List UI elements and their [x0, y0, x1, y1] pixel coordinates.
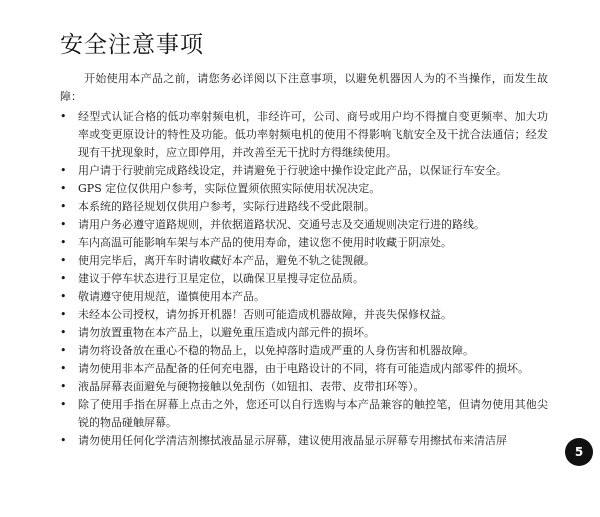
bullet-icon: • — [60, 236, 67, 249]
list-item — [60, 324, 548, 342]
list-item-text: 经型式认证合格的低功率射频电机，非经许可，公司、商号或用户均不得擅自变更频率、加大功率或变更原设计的特性及功能。低功率射频电机的使用不得影响飞航安全及干扰合法通信；经发现有干扰现象时，应立即停用，并改善至无干扰时方得继续使用。 — [78, 110, 548, 159]
page-title: 安全注意事项 — [60, 32, 204, 58]
safety-notes-list — [60, 108, 548, 450]
list-item — [60, 288, 548, 306]
list-item — [60, 432, 548, 450]
list-item — [60, 360, 548, 378]
bullet-icon: • — [60, 164, 67, 177]
bullet-icon: • — [60, 182, 67, 195]
list-item-text: 液晶屏幕表面避免与硬物接触以免刮伤（如钮扣、表带、皮带扣环等）。 — [78, 380, 425, 393]
list-item — [60, 342, 548, 360]
list-item-text: 建议于停车状态进行卫星定位，以确保卫星搜寻定位品质。 — [78, 272, 364, 285]
bullet-icon: • — [60, 326, 67, 339]
list-item — [60, 306, 548, 324]
list-item-text: GPS 定位仅供用户参考，实际位置须依照实际使用状况决定。 — [78, 182, 381, 195]
bullet-icon: • — [60, 110, 67, 123]
list-item — [60, 108, 548, 162]
list-item — [60, 180, 548, 198]
bullet-icon: • — [60, 290, 67, 303]
bullet-icon: • — [60, 308, 67, 321]
bullet-icon: • — [60, 398, 67, 411]
list-item-text: 车内高温可能影响车架与本产品的使用寿命，建议您不使用时收藏于阴凉处。 — [78, 236, 452, 249]
bullet-icon: • — [60, 344, 67, 357]
bullet-icon: • — [60, 434, 67, 447]
bullet-icon: • — [60, 218, 67, 231]
list-item — [60, 378, 548, 396]
bullet-icon: • — [60, 200, 67, 213]
list-item-text: 使用完毕后，离开车时请收藏好本产品，避免不轨之徒觊觎。 — [78, 254, 375, 267]
page-number-badge: 5 — [565, 438, 593, 466]
list-item — [60, 162, 548, 180]
list-item-text: 请勿使用任何化学清洁剂擦拭液晶显示屏幕，建议使用液晶显示屏幕专用擦拭布来清洁屏 — [78, 434, 507, 447]
list-item-text: 请用户务必遵守道路规则，并依据道路状况、交通号志及交通规则决定行进的路线。 — [78, 218, 485, 231]
list-item-text: 请勿使用非本产品配备的任何充电器，由于电路设计的不同，将有可能造成内部零件的损坏。 — [78, 362, 529, 375]
list-item — [60, 198, 548, 216]
list-item-text: 敬请遵守使用规范，谨慎使用本产品。 — [78, 290, 265, 303]
bullet-icon: • — [60, 362, 67, 375]
list-item — [60, 270, 548, 288]
list-item-text: 用户请于行驶前完成路线设定，并请避免于行驶途中操作设定此产品，以保证行车安全。 — [78, 164, 507, 177]
list-item — [60, 216, 548, 234]
bullet-icon: • — [60, 272, 67, 285]
list-item-text: 本系统的路径规划仅供用户参考，实际行进路线不受此限制。 — [78, 200, 375, 213]
list-item — [60, 252, 548, 270]
bullet-icon: • — [60, 380, 67, 393]
list-item-text: 请勿放置重物在本产品上，以避免重压造成内部元件的损坏。 — [78, 326, 375, 339]
list-item — [60, 396, 548, 432]
list-item-text: 除了使用手指在屏幕上点击之外，您还可以自行选购与本产品兼容的触控笔，但请勿使用其他尖锐的物品碰触屏幕。 — [78, 398, 548, 429]
bullet-icon: • — [60, 254, 67, 267]
list-item-text: 请勿将设备放在重心不稳的物品上，以免掉落时造成严重的人身伤害和机器故障。 — [78, 344, 474, 357]
intro-paragraph: 开始使用本产品之前，请您务必详阅以下注意事项，以避免机器因人为的不当操作，而发生故障： — [60, 72, 548, 103]
list-item-text: 未经本公司授权，请勿拆开机器！否则可能造成机器故障，并丧失保修权益。 — [78, 308, 452, 321]
list-item — [60, 234, 548, 252]
